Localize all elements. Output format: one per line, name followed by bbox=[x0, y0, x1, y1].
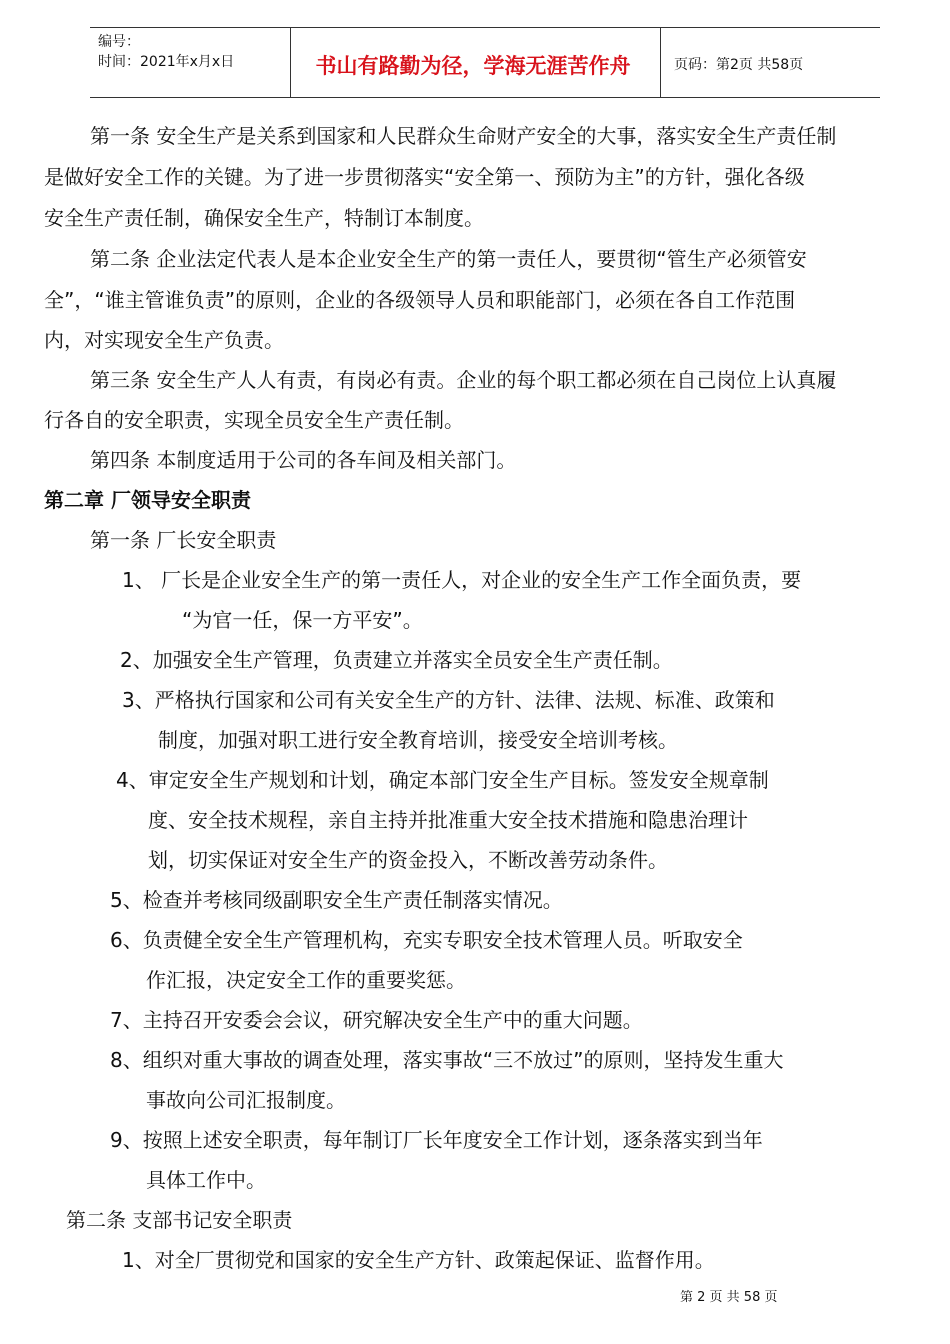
chapter-heading: 第二章 厂领导安全职责 bbox=[44, 488, 251, 512]
list-item-continuation: 具体工作中。 bbox=[146, 1168, 266, 1192]
page-label: 页码：第2页 共58页 bbox=[674, 57, 804, 73]
paragraph-line: 第四条 本制度适用于公司的各车间及相关部门。 bbox=[90, 448, 517, 472]
paragraph-line: 第二条 企业法定代表人是本企业安全生产的第一责任人，要贯彻“管生产必须管安 bbox=[90, 247, 807, 271]
list-item: 9、按照上述安全职责，每年制订厂长年度安全工作计划，逐条落实到当年 bbox=[110, 1128, 763, 1152]
list-item-continuation: 事故向公司汇报制度。 bbox=[146, 1088, 346, 1112]
list-item: 6、负责健全安全生产管理机构，充实专职安全技术管理人员。听取安全 bbox=[110, 928, 743, 952]
list-item: 8、组织对重大事故的调查处理，落实事故“三不放过”的原则，坚持发生重大 bbox=[110, 1048, 784, 1072]
list-item-continuation: 划，切实保证对安全生产的资金投入，不断改善劳动条件。 bbox=[148, 848, 668, 872]
time-label: 时间：2021年x月x日 bbox=[98, 54, 235, 70]
list-item: 5、检查并考核同级副职安全生产责任制落实情况。 bbox=[110, 888, 563, 912]
list-item: 1、对全厂贯彻党和国家的安全生产方针、政策起保证、监督作用。 bbox=[122, 1248, 715, 1272]
paragraph-line: 内，对实现安全生产负责。 bbox=[44, 328, 284, 352]
list-item: 4、审定安全生产规划和计划，确定本部门安全生产目标。签发安全规章制 bbox=[116, 768, 769, 792]
list-item-continuation: 度、安全技术规程，亲自主持并批准重大安全技术措施和隐患治理计 bbox=[148, 808, 748, 832]
paragraph-line: 行各自的安全职责，实现全员安全生产责任制。 bbox=[44, 408, 464, 432]
list-item: 7、主持召开安委会会议，研究解决安全生产中的重大问题。 bbox=[110, 1008, 643, 1032]
paragraph-line: 全”，“谁主管谁负责”的原则，企业的各级领导人员和职能部门，必须在各自工作范围 bbox=[44, 288, 796, 312]
number-label: 编号： bbox=[98, 34, 140, 50]
header-meta bbox=[98, 32, 234, 72]
list-item: 2、加强安全生产管理，负责建立并落实全员安全生产责任制。 bbox=[120, 648, 673, 672]
list-item: 3、严格执行国家和公司有关安全生产的方针、法律、法规、标准、政策和 bbox=[122, 688, 775, 712]
paragraph-line: 第三条 安全生产人人有责，有岗必有责。企业的每个职工都必须在自己岗位上认真履 bbox=[90, 368, 837, 392]
article-heading: 第一条 厂长安全职责 bbox=[90, 528, 277, 552]
header-divider bbox=[290, 28, 291, 97]
list-item-continuation: 作汇报，决定安全工作的重要奖惩。 bbox=[146, 968, 466, 992]
paragraph-line: 安全生产责任制，确保安全生产，特制订本制度。 bbox=[44, 206, 484, 230]
paragraph-line: 是做好安全工作的关键。为了进一步贯彻落实“安全第一、预防为主”的方针，强化各级 bbox=[44, 165, 805, 189]
article-heading: 第二条 支部书记安全职责 bbox=[66, 1208, 293, 1232]
list-item: 1、 厂长是企业安全生产的第一责任人，对企业的安全生产工作全面负责，要 bbox=[122, 568, 802, 592]
header-table bbox=[90, 27, 880, 98]
list-item-continuation: “为官一任，保一方平安”。 bbox=[182, 608, 423, 632]
motto: 书山有路勤为径，学海无涯苦作舟 bbox=[315, 54, 631, 78]
paragraph-line: 第一条 安全生产是关系到国家和人民群众生命财产安全的大事，落实安全生产责任制 bbox=[90, 124, 837, 148]
list-item-continuation: 制度，加强对职工进行安全教育培训，接受安全培训考核。 bbox=[158, 728, 678, 752]
page-footer: 第 2 页 共 58 页 bbox=[680, 1290, 778, 1305]
header-divider bbox=[660, 28, 661, 97]
